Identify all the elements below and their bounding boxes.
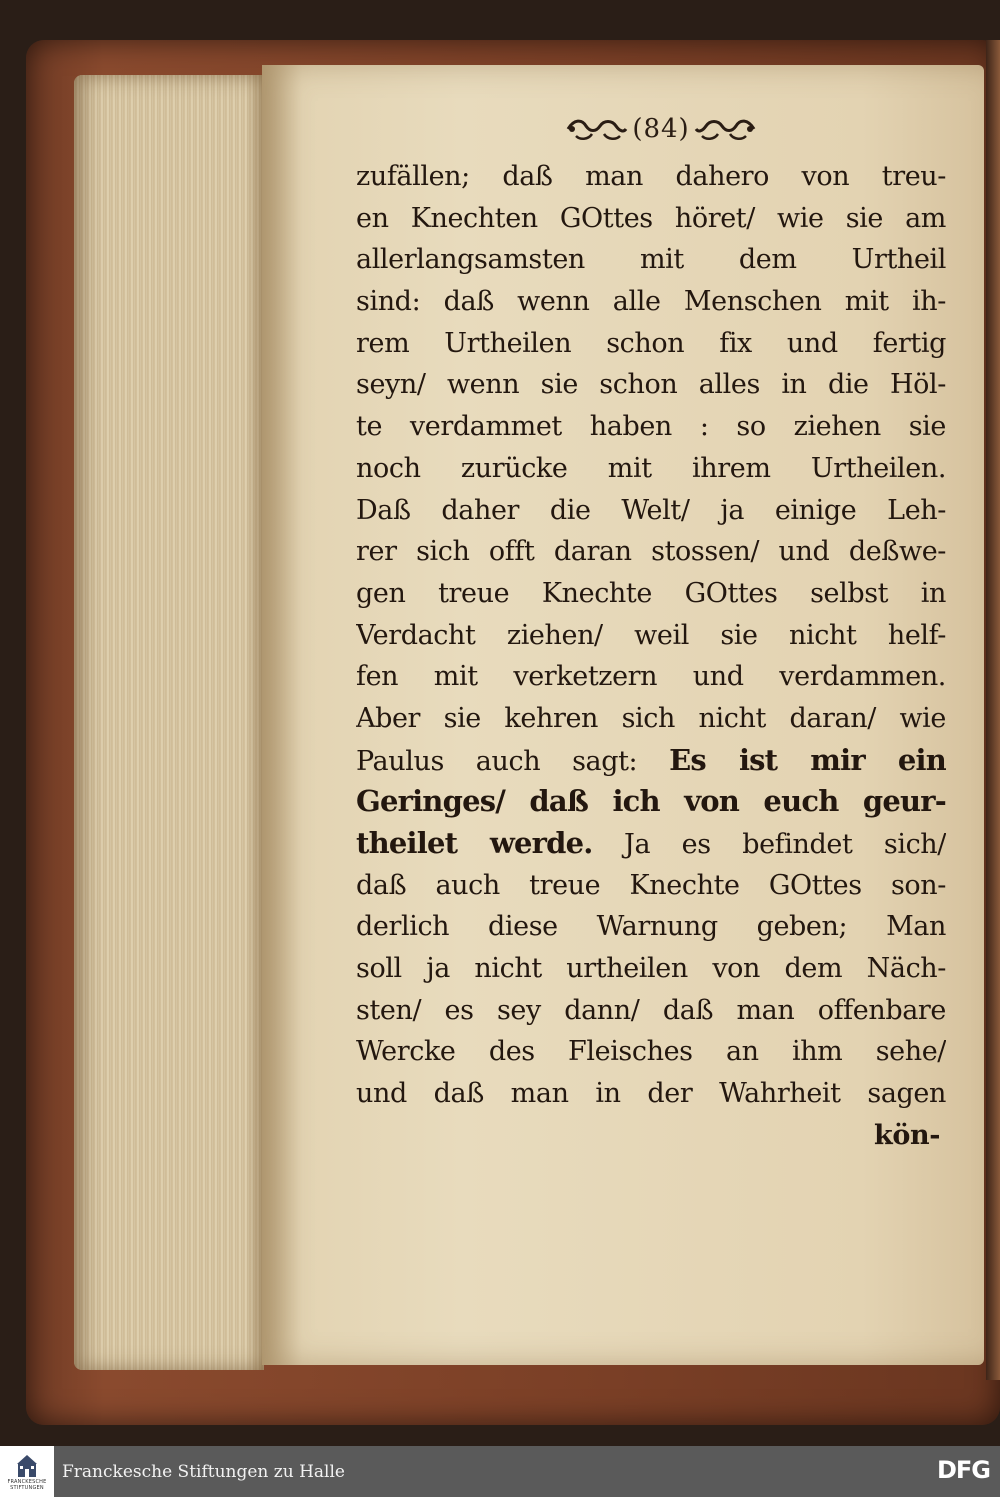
text-line-mixed [356,823,946,865]
page-header [556,108,766,150]
page-number: (84) [632,114,690,144]
page-fore-edge [74,75,264,1370]
text-line: allerlangsamsten mit dem Urtheil [356,244,946,276]
institution-logo[interactable] [0,1446,54,1497]
text-line: Wercke des Fleisches an ihm sehe/ [356,1036,946,1068]
text-line: sind: daß wenn alle Menschen mit ih- [356,286,946,318]
text-segment: Ja es befindet sich/ [624,829,946,860]
text-line: Aber sie kehren sich nicht daran/ wie [356,702,946,734]
text-line: seyn/ wenn sie schon alles in die Höl- [356,369,946,401]
text-line: daß auch treue Knechte GOttes son- [356,869,946,901]
text-segment: Paulus auch sagt: [356,745,638,777]
fleuron-right-icon [694,116,756,142]
text-line: und daß man in der Wahrheit sagen [356,1078,946,1110]
text-line-mixed [356,740,946,782]
text-line: en Knechten GOttes höret/ wie sie am [356,202,946,234]
text-line: zufällen; daß man dahero von treu- [356,161,946,192]
quote-line: Geringes/ daß ich von euch geur- [356,784,946,819]
catchword: kön- [874,1119,940,1151]
text-line: rem Urtheilen schon fix und fertig [356,327,946,359]
orphanage-building-icon [16,1453,38,1479]
dfg-logo[interactable]: DFG [936,1456,990,1484]
text-line: gen treue Knechte GOttes selbst in [356,577,946,609]
cover-spine-edge [986,40,1000,1380]
text-line: sten/ es sey dann/ daß man offenbare [356,994,946,1026]
page-text [356,156,946,1157]
text-line: derlich diese Warnung geben; Man [356,911,946,943]
text-line: soll ja nicht urtheilen von dem Näch- [356,953,946,985]
text-line: Verdacht ziehen/ weil sie nicht helf- [356,619,946,651]
text-line: fen mit verketzern und verdammen. [356,661,946,693]
text-line: noch zurücke mit ihrem Urtheilen. [356,452,946,484]
logo-text: FRANCKESCHE STIFTUNGEN [7,1478,47,1491]
quote-segment: Es ist mir ein [669,742,946,777]
fleuron-left-icon [566,116,628,142]
text-line: Daß daher die Welt/ ja einige Leh- [356,494,946,526]
institution-name[interactable]: Franckesche Stiftungen zu Halle [62,1461,345,1482]
quote-segment: theilet werde. [356,826,593,860]
footer-bar [0,1446,1000,1497]
text-line: rer sich offt daran stossen/ und deßwe- [356,536,946,568]
text-line: te verdammet haben : so ziehen sie [356,411,946,443]
